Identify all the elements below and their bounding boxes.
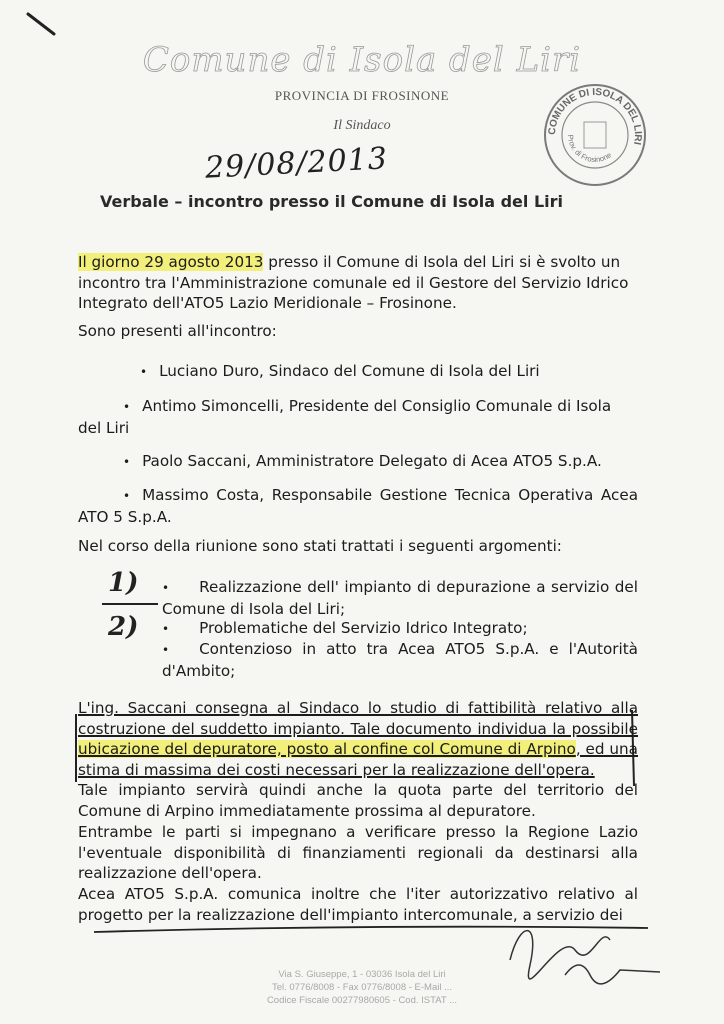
presenti-item: • Luciano Duro, Sindaco del Comune di Isola del Liri [140, 362, 540, 380]
svg-text:Prov. di Frosinone: Prov. di Frosinone [565, 134, 614, 165]
consegna-paragraph: L'ing. Saccani consegna al Sindaco lo studio di fattibilità relativo alla costruzione del suddetto impianto. Tale documento individua la possibile ubicazione del depuratore, posto al confine col Comune di Arpino, ed una stima di massima dei costi necessari per la realizzazione dell'opera. [78, 699, 638, 779]
hand-separator-icon [100, 601, 160, 607]
body-paragraph: Tale impianto servirà quindi anche la quota parte del territorio del Comune di Arpino immediatamente prossima al depuratore. [78, 781, 638, 820]
letterhead-footer: Via S. Giuseppe, 1 - 03036 Isola del Liri Tel. 0776/8008 - Fax 0776/8008 - E-Mail ... Codice Fiscale 00277980605 - Cod. ISTAT ... [266, 969, 458, 1006]
intro-date-highlight: Il giorno 29 agosto 2013 [78, 253, 264, 271]
body-paragraph: Entrambe le parti si impegnano a verificare presso la Regione Lazio l'eventuale disponibilità di finanziamenti regionali da destinarsi alla realizzazione dell'opera. [78, 823, 638, 882]
svg-text:COMUNE DI ISOLA DEL LIRI: COMUNE DI ISOLA DEL LIRI [546, 86, 644, 146]
presenti-heading: Sono presenti all'incontro: [78, 322, 277, 340]
presenti-item: • Paolo Saccani, Amministratore Delegato di Acea ATO5 S.p.A. [123, 452, 602, 470]
letterhead-title: Comune di Isola del Liri [142, 40, 582, 80]
handwritten-date: 29/08/2013 [204, 141, 389, 186]
official-stamp-icon [540, 80, 650, 190]
pen-mark-icon [22, 8, 62, 44]
handwritten-number: 2) [108, 612, 139, 642]
intro-text: presso il Comune di Isola del Liri si è svolto un incontro tra l'Amministrazione comunale ed il Gestore del Servizio Idrico Integrato dell'ATO5 Lazio Meridionale – Frosinone. [78, 253, 629, 312]
presenti-item: • Antimo Simoncelli, Presidente del Consiglio Comunale di Isola del Liri [78, 397, 612, 437]
argomenti-item: • Realizzazione dell' impianto di depurazione a servizio del Comune di Isola del Liri; [162, 578, 638, 618]
presenti-item: • Massimo Costa, Responsabile Gestione Tecnica Operativa Acea ATO 5 S.p.A. [78, 486, 638, 526]
handwritten-number: 1) [108, 568, 139, 598]
sindaco-label: Il Sindaco [333, 118, 391, 133]
intro-paragraph [78, 252, 638, 314]
argomenti-item: • Contenzioso in atto tra Acea ATO5 S.p.A. e l'Autorità d'Ambito; [162, 640, 638, 680]
document-title: Verbale – incontro presso il Comune di Isola del Liri [100, 192, 564, 211]
body-paragraph: Acea ATO5 S.p.A. comunica inoltre che l'iter autorizzativo relativo al progetto per la realizzazione dell'impianto intercomunale, a servizio dei [78, 885, 638, 924]
argomenti-heading: Nel corso della riunione sono stati trattati i seguenti argomenti: [78, 537, 562, 555]
ubicazione-highlight: ubicazione del depuratore, posto al confine col Comune di Arpino [78, 740, 576, 758]
province-label: PROVINCIA DI FROSINONE [274, 88, 450, 103]
argomenti-item: • Problematiche del Servizio Idrico Integrato; [162, 619, 528, 637]
